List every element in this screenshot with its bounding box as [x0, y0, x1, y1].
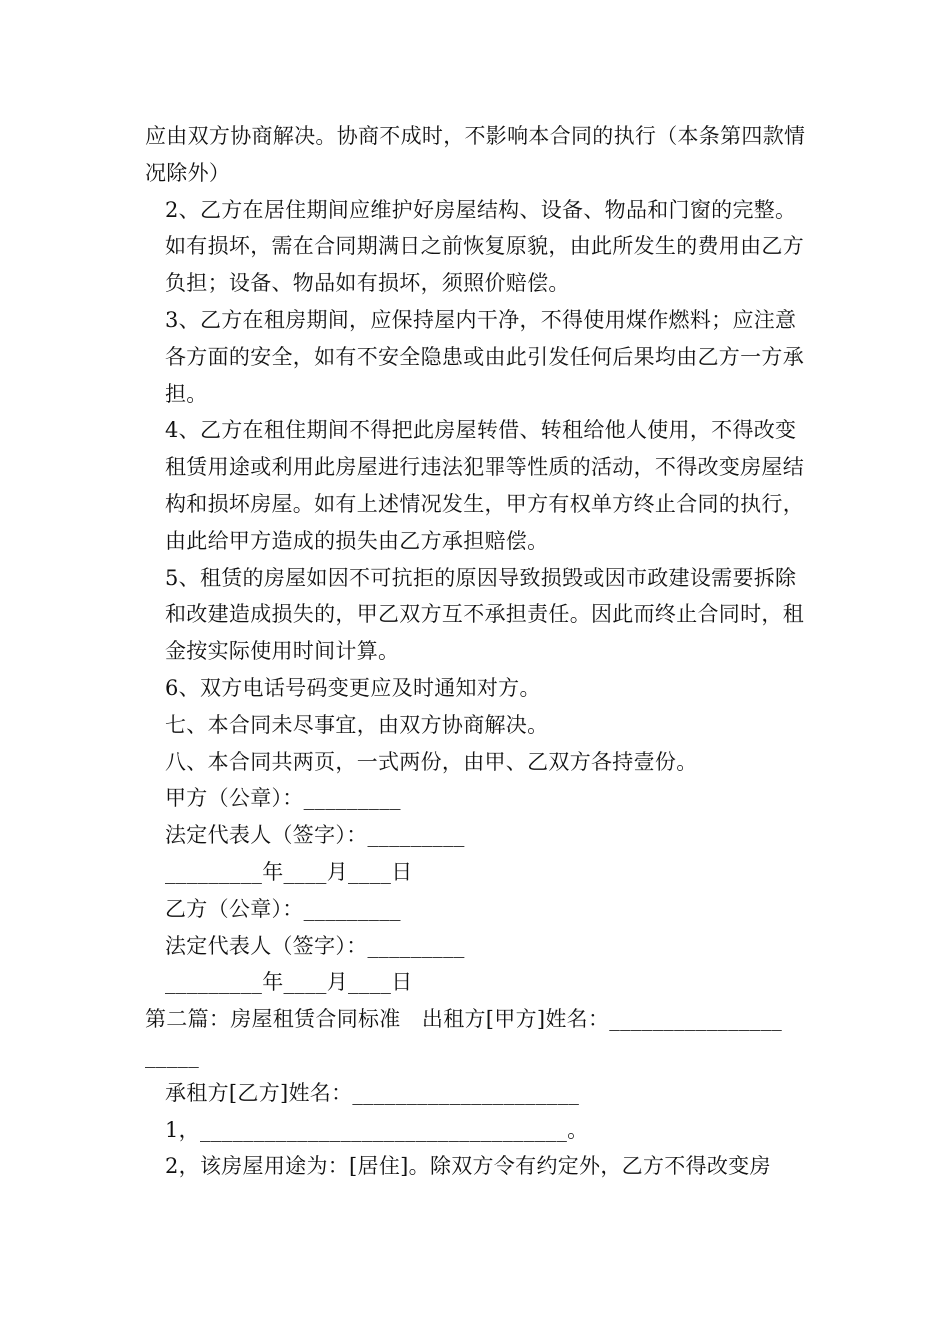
article-7: 七、本合同未尽事宜，由双方协商解决。 [165, 712, 549, 737]
clause-3: 3、乙方在租房期间，应保持屋内干净，不得使用煤作燃料；应注意各方面的安全，如有不安全隐患或由此引发任何后果均由乙方一方承担。 [165, 307, 804, 406]
party-b-representative-line: 法定代表人（签字）：_________ [165, 933, 465, 958]
party-b-date-line: _________年____月____日 [165, 970, 413, 995]
clause-4: 4、乙方在租住期间不得把此房屋转借、转租给他人使用，不得改变租赁用途或利用此房屋进行违法犯罪等性质的活动，不得改变房屋结构和损坏房屋。如有上述情况发生，甲方有权单方终止合同的执行，由此给甲方造成的损失由乙方承担赔偿。 [165, 418, 804, 553]
party-a-representative-line: 法定代表人（签字）：_________ [165, 823, 465, 848]
item-1-line: 1，__________________________________。 [165, 1117, 589, 1142]
article-8: 八、本合同共两页，一式两份，由甲、乙双方各持壹份。 [165, 749, 698, 774]
clause-6: 6、双方电话号码变更应及时通知对方。 [165, 675, 541, 700]
part-two-heading: 第二篇：房屋租赁合同标准 出租方[甲方]姓名：________________ _____ [145, 1007, 783, 1068]
party-b-seal-line: 乙方（公章）：_________ [165, 896, 401, 921]
clause-2: 2、乙方在居住期间应维护好房屋结构、设备、物品和门窗的完整。如有损坏，需在合同期满日之前恢复原貌，由此所发生的费用由乙方负担；设备、物品如有损坏，须照价赔偿。 [165, 197, 804, 296]
paragraph-continuation: 应由双方协商解决。协商不成时，不影响本合同的执行（本条第四款情况除外） [145, 124, 806, 185]
party-a-seal-line: 甲方（公章）：_________ [165, 786, 401, 811]
clause-5: 5、租赁的房屋如因不可抗拒的原因导致损毁或因市政建设需要拆除和改建造成损失的，甲乙双方互不承担责任。因此而终止合同时，租金按实际使用时间计算。 [165, 565, 804, 664]
party-a-date-line: _________年____月____日 [165, 859, 413, 884]
document-body [145, 118, 815, 1185]
tenant-name-line: 承租方[乙方]姓名：_____________________ [165, 1080, 580, 1105]
item-2-usage: 2，该房屋用途为：[居住]。除双方令有约定外，乙方不得改变房 [165, 1154, 771, 1179]
